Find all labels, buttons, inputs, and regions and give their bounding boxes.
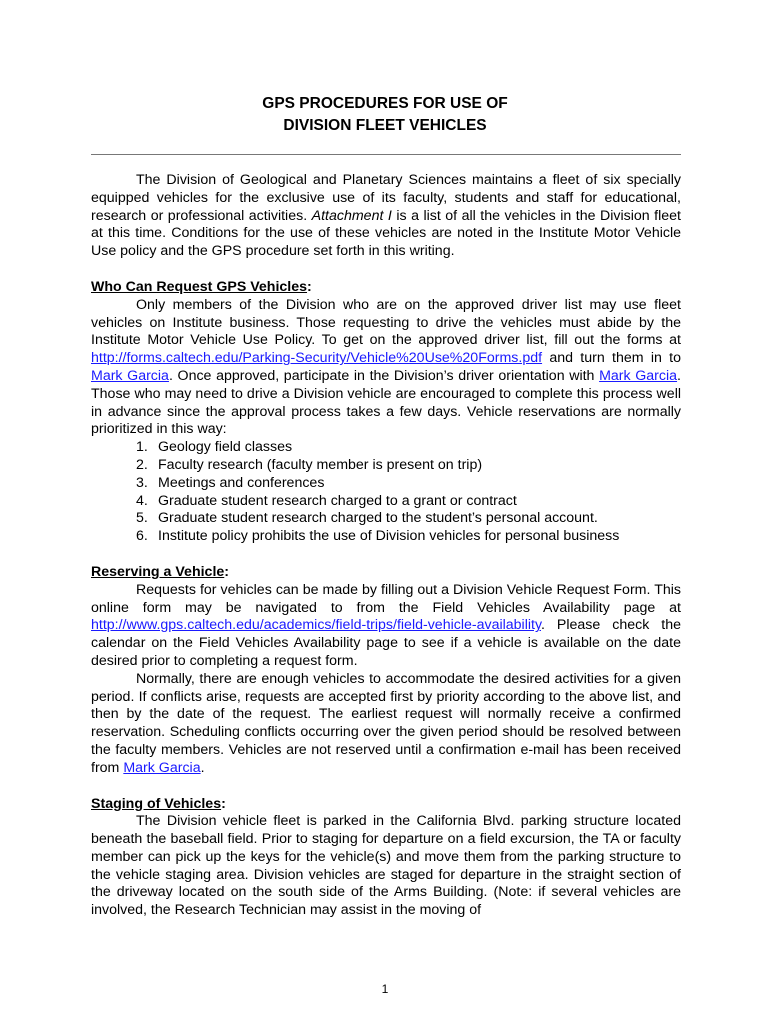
list-number: 2. [136,456,148,473]
list-item [136,475,681,493]
list-number: 5. [136,510,148,527]
list-item [136,439,681,457]
title-line-1: GPS PROCEDURES FOR USE OF [262,95,508,112]
list-item [136,510,681,528]
intro-text-continued: is a list of all the vehicles in the Division fleet at this time. Conditions for the use of these vehicles are noted in the Institute Motor Vehicle Use policy and the GPS procedure set forth in this writing. [91,207,681,260]
mark-garcia-link[interactable]: Mark Garcia [123,759,201,776]
intro-text: The Division of Geological and Planetary Sciences maintains a fleet of six specially equipped vehicles for the exclusive use of its faculty, students and staff for educational, research or professional activities. [91,172,681,224]
reserving-paragraph-2 [91,671,681,778]
mark-garcia-link[interactable]: Mark Garcia [599,367,678,384]
who-text: and turn them in to [542,350,681,367]
who-text: Only members of the Division who are on the approved driver list may use fleet vehicles on Institute business. Those requesting to drive the vehicles must abide by the Institute Motor Vehicle Use Policy. To get on the approved driver list, fill out the forms at [91,296,681,349]
list-number: 3. [136,474,148,491]
who-heading [91,279,681,297]
document-title [0,93,770,137]
who-text: . Once approved, participate in the Division’s driver orientation with [168,367,600,384]
reserving-heading-text: Reserving a Vehicle [91,563,225,580]
heading-colon: : [221,795,226,812]
staging-paragraph: The Division vehicle fleet is parked in the California Blvd. parking structure located beneath the baseball field. Prior to staging for departure on a field excursion, the TA or faculty member can pick up the keys for the vehicle(s) and move them from the parking structure to the vehicle staging area. Division vehicles are staged for departure in the straight section of the driveway located on the south side of the Arms Building. (Note: if several vehicles are involved, the Research Technician may assist in the moving of [91,813,681,919]
list-item-text: Graduate student research charged to the student’s personal account. [158,510,598,527]
list-number: 4. [136,492,148,509]
attachment-reference: Attachment I [311,207,392,224]
list-item-text: Meetings and conferences [158,474,325,491]
list-item [136,457,681,475]
list-number: 6. [136,528,148,545]
list-item [136,528,681,546]
who-paragraph [91,297,681,439]
title-divider [91,154,681,155]
mark-garcia-link[interactable]: Mark Garcia [91,367,169,384]
field-vehicle-availability-link[interactable]: http://www.gps.caltech.edu/academics/field-trips/field-vehicle-availability [91,617,541,634]
list-item-text: Geology field classes [158,439,293,456]
list-item-text: Faculty research (faculty member is present on trip) [158,456,483,473]
reserving-text: Normally, there are enough vehicles to accommodate the desired activities for a given period. If conflicts arise, requests are accepted first by priority according to the above list, and then by the date of the request. The earliest request will normally receive a confirmed reservation. Scheduling conflicts occurring over the given period should be resolved between the faculty members. Vehicles are not reserved until a confirmation e-mail has been received from [91,670,681,776]
reserving-heading [91,564,681,582]
list-number: 1. [136,439,148,456]
intro-paragraph [91,172,681,261]
staging-heading [91,796,681,814]
page-number: 1 [381,982,389,996]
who-heading-text: Who Can Request GPS Vehicles [91,278,308,295]
reserving-text: . Please check the calendar on the Field Vehicles Availability page to see if a vehicle is available on the date desired prior to completing a request form. [91,617,681,669]
reserving-text: . [200,759,205,776]
reserving-paragraph-1 [91,582,681,671]
heading-colon: : [224,563,230,580]
priority-list [91,439,681,546]
list-item-text: Institute policy prohibits the use of Division vehicles for personal business [158,528,620,545]
document-body [91,172,681,920]
title-line-2: DIVISION FLEET VEHICLES [283,117,487,134]
who-text: . Those who may need to drive a Division vehicle are encouraged to complete this process well in advance since the approval process takes a few days. Vehicle reservations are normally prioritized in this way: [91,367,681,438]
vehicle-use-forms-link[interactable]: http://forms.caltech.edu/Parking-Security/Vehicle%20Use%20Forms.pdf [91,350,543,367]
staging-heading-text: Staging of Vehicles [91,795,222,812]
reserving-text: Requests for vehicles can be made by filling out a Division Vehicle Request Form. This online form may be navigated to from the Field Vehicles Availability page at [91,581,681,616]
list-item-text: Graduate student research charged to a grant or contract [158,492,517,509]
list-item [136,493,681,511]
heading-colon: : [307,278,312,295]
